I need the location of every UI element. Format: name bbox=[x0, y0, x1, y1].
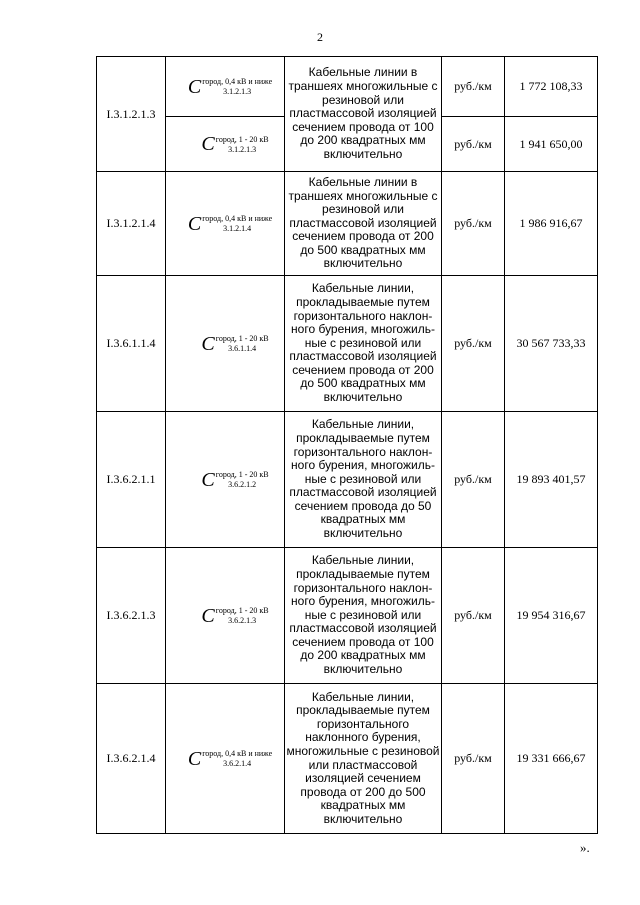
table-row bbox=[97, 412, 598, 548]
row-value: 1 941 650,00 bbox=[505, 117, 598, 172]
row-description: Кабельные линии в траншеях многожильные с резиновой или пластмассовой изоляцией сечением провода от 200 до 500 квадратных мм включительно bbox=[285, 172, 442, 276]
rate-symbol: C город, 1 - 20 кВ 3.6.2.1.2 bbox=[166, 412, 285, 548]
rate-symbol: C город, 0,4 кВ и ниже 3.6.2.1.4 bbox=[166, 684, 285, 834]
table-row bbox=[97, 276, 598, 412]
page-number: 2 bbox=[317, 30, 323, 44]
row-code: I.3.1.2.1.4 bbox=[97, 172, 166, 276]
rate-symbol: C город, 1 - 20 кВ 3.6.2.1.3 bbox=[166, 548, 285, 684]
row-value: 1 772 108,33 bbox=[505, 57, 598, 117]
rate-symbol: C город, 0,4 кВ и ниже 3.1.2.1.3 bbox=[166, 57, 285, 117]
table-row bbox=[97, 548, 598, 684]
row-unit: руб./км bbox=[442, 57, 505, 117]
table-row bbox=[97, 57, 598, 117]
row-unit: руб./км bbox=[442, 684, 505, 834]
row-code: I.3.6.2.1.3 bbox=[97, 548, 166, 684]
row-code: I.3.6.2.1.4 bbox=[97, 684, 166, 834]
rate-symbol: C город, 0,4 кВ и ниже 3.1.2.1.4 bbox=[166, 172, 285, 276]
row-value: 19 893 401,57 bbox=[505, 412, 598, 548]
row-value: 1 986 916,67 bbox=[505, 172, 598, 276]
rate-symbol: C город, 1 - 20 кВ 3.6.1.1.4 bbox=[166, 276, 285, 412]
row-unit: руб./км bbox=[442, 412, 505, 548]
rate-symbol: C город, 1 - 20 кВ 3.1.2.1.3 bbox=[166, 117, 285, 172]
row-unit: руб./км bbox=[442, 172, 505, 276]
row-value: 19 331 666,67 bbox=[505, 684, 598, 834]
row-code: I.3.1.2.1.3 bbox=[97, 57, 166, 172]
row-value: 19 954 316,67 bbox=[505, 548, 598, 684]
row-unit: руб./км bbox=[442, 276, 505, 412]
table-row bbox=[97, 172, 598, 276]
row-description: Кабельные линии, прокладываемые путем горизонтального наклон-ного бурения, многожиль-ные с резиновой или пластмассовой изоляцией сечением провода до 50 квадратных мм включительно bbox=[285, 412, 442, 548]
row-description: Кабельные линии, прокладываемые путем горизонтального наклон-ного бурения, многожиль-ные с резиновой или пластмассовой изоляцией сечением провода от 200 до 500 квадратных мм включительно bbox=[285, 276, 442, 412]
row-unit: руб./км bbox=[442, 117, 505, 172]
row-description: Кабельные линии, прокладываемые путем горизонтального наклонного бурения, многожильные с резиновой или пластмассовой изоляцией сечением провода от 200 до 500 квадратных мм включительно bbox=[285, 684, 442, 834]
row-description: Кабельные линии в траншеях многожильные с резиновой или пластмассовой изоляцией сечением провода от 100 до 200 квадратных мм включительно bbox=[285, 57, 442, 172]
closing-quote-mark: ». bbox=[580, 840, 590, 855]
row-value: 30 567 733,33 bbox=[505, 276, 598, 412]
row-code: I.3.6.2.1.1 bbox=[97, 412, 166, 548]
row-code: I.3.6.1.1.4 bbox=[97, 276, 166, 412]
table-row bbox=[97, 684, 598, 834]
row-description: Кабельные линии, прокладываемые путем горизонтального наклон-ного бурения, многожиль-ные с резиновой или пластмассовой изоляцией сечением провода от 100 до 200 квадратных мм включительно bbox=[285, 548, 442, 684]
row-unit: руб./км bbox=[442, 548, 505, 684]
tariff-table bbox=[96, 56, 598, 834]
